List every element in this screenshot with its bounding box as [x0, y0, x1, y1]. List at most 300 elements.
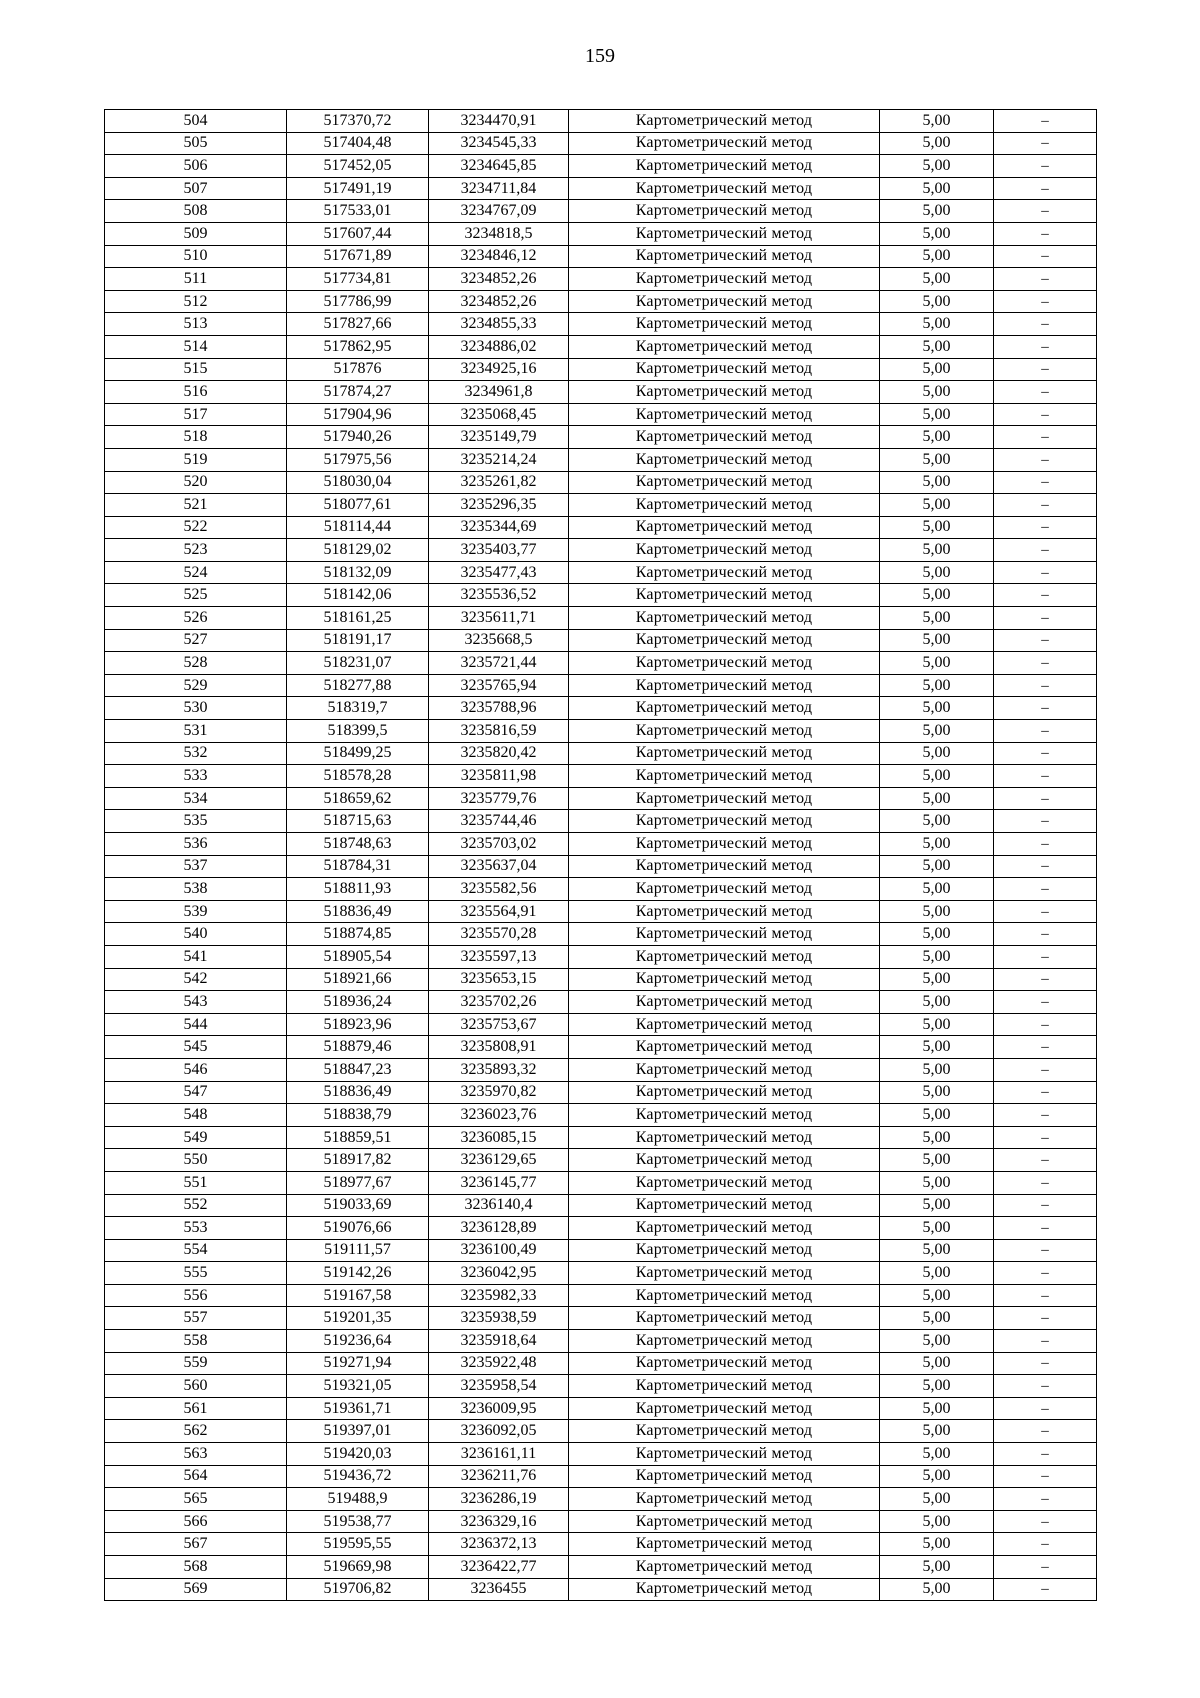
x-coordinate-cell: 518231,07	[287, 652, 429, 675]
x-coordinate-cell: 519436,72	[287, 1465, 429, 1488]
x-coordinate-cell: 517975,56	[287, 448, 429, 471]
method-cell: Картометрический метод	[569, 1510, 880, 1533]
x-coordinate-cell: 518077,61	[287, 494, 429, 517]
y-coordinate-cell: 3235918,64	[429, 1330, 569, 1353]
table-row	[105, 1126, 1097, 1149]
method-cell: Картометрический метод	[569, 358, 880, 381]
x-coordinate-cell: 519142,26	[287, 1262, 429, 1285]
x-coordinate-cell: 518836,49	[287, 1081, 429, 1104]
x-coordinate-cell: 518399,5	[287, 720, 429, 743]
method-cell: Картометрический метод	[569, 1217, 880, 1240]
method-cell: Картометрический метод	[569, 991, 880, 1014]
point-number-cell: 552	[105, 1194, 287, 1217]
method-cell: Картометрический метод	[569, 516, 880, 539]
table-row	[105, 742, 1097, 765]
description-cell: –	[994, 584, 1097, 607]
y-coordinate-cell: 3236128,89	[429, 1217, 569, 1240]
method-cell: Картометрический метод	[569, 945, 880, 968]
x-coordinate-cell: 518836,49	[287, 900, 429, 923]
table-row	[105, 1578, 1097, 1601]
y-coordinate-cell: 3235296,35	[429, 494, 569, 517]
table-row	[105, 222, 1097, 245]
x-coordinate-cell: 517827,66	[287, 313, 429, 336]
point-number-cell: 537	[105, 855, 287, 878]
y-coordinate-cell: 3236422,77	[429, 1556, 569, 1579]
accuracy-cell: 5,00	[880, 403, 994, 426]
description-cell: –	[994, 1420, 1097, 1443]
accuracy-cell: 5,00	[880, 1556, 994, 1579]
accuracy-cell: 5,00	[880, 1488, 994, 1511]
point-number-cell: 526	[105, 607, 287, 630]
accuracy-cell: 5,00	[880, 313, 994, 336]
method-cell: Картометрический метод	[569, 1307, 880, 1330]
description-cell: –	[994, 110, 1097, 133]
table-row	[105, 945, 1097, 968]
x-coordinate-cell: 518838,79	[287, 1104, 429, 1127]
accuracy-cell: 5,00	[880, 1510, 994, 1533]
x-coordinate-cell: 518191,17	[287, 629, 429, 652]
point-number-cell: 507	[105, 177, 287, 200]
method-cell: Картометрический метод	[569, 1262, 880, 1285]
accuracy-cell: 5,00	[880, 652, 994, 675]
description-cell: –	[994, 968, 1097, 991]
method-cell: Картометрический метод	[569, 923, 880, 946]
x-coordinate-cell: 519669,98	[287, 1556, 429, 1579]
point-number-cell: 518	[105, 426, 287, 449]
table-row	[105, 177, 1097, 200]
description-cell: –	[994, 833, 1097, 856]
table-row	[105, 674, 1097, 697]
description-cell: –	[994, 1465, 1097, 1488]
description-cell: –	[994, 1013, 1097, 1036]
description-cell: –	[994, 1488, 1097, 1511]
description-cell: –	[994, 1217, 1097, 1240]
accuracy-cell: 5,00	[880, 290, 994, 313]
x-coordinate-cell: 519488,9	[287, 1488, 429, 1511]
x-coordinate-cell: 518917,82	[287, 1149, 429, 1172]
y-coordinate-cell: 3235958,54	[429, 1375, 569, 1398]
accuracy-cell: 5,00	[880, 1375, 994, 1398]
x-coordinate-cell: 517876	[287, 358, 429, 381]
x-coordinate-cell: 519397,01	[287, 1420, 429, 1443]
y-coordinate-cell: 3234961,8	[429, 381, 569, 404]
accuracy-cell: 5,00	[880, 132, 994, 155]
y-coordinate-cell: 3234545,33	[429, 132, 569, 155]
method-cell: Картометрический метод	[569, 1081, 880, 1104]
table-row	[105, 991, 1097, 1014]
x-coordinate-cell: 518921,66	[287, 968, 429, 991]
y-coordinate-cell: 3235653,15	[429, 968, 569, 991]
x-coordinate-cell: 518977,67	[287, 1171, 429, 1194]
table-row	[105, 1239, 1097, 1262]
description-cell: –	[994, 358, 1097, 381]
accuracy-cell: 5,00	[880, 1443, 994, 1466]
description-cell: –	[994, 1171, 1097, 1194]
x-coordinate-cell: 517904,96	[287, 403, 429, 426]
x-coordinate-cell: 518161,25	[287, 607, 429, 630]
table-row	[105, 155, 1097, 178]
table-row	[105, 494, 1097, 517]
accuracy-cell: 5,00	[880, 1126, 994, 1149]
accuracy-cell: 5,00	[880, 1194, 994, 1217]
table-row	[105, 1104, 1097, 1127]
accuracy-cell: 5,00	[880, 1171, 994, 1194]
description-cell: –	[994, 1307, 1097, 1330]
description-cell: –	[994, 1036, 1097, 1059]
point-number-cell: 504	[105, 110, 287, 133]
table-row	[105, 878, 1097, 901]
table-row	[105, 516, 1097, 539]
point-number-cell: 536	[105, 833, 287, 856]
table-row	[105, 810, 1097, 833]
method-cell: Картометрический метод	[569, 1013, 880, 1036]
x-coordinate-cell: 518847,23	[287, 1058, 429, 1081]
description-cell: –	[994, 155, 1097, 178]
table-row	[105, 1013, 1097, 1036]
method-cell: Картометрический метод	[569, 539, 880, 562]
description-cell: –	[994, 1375, 1097, 1398]
x-coordinate-cell: 518499,25	[287, 742, 429, 765]
page-number: 159	[585, 45, 615, 67]
point-number-cell: 538	[105, 878, 287, 901]
method-cell: Картометрический метод	[569, 1420, 880, 1443]
table-row	[105, 1307, 1097, 1330]
method-cell: Картометрический метод	[569, 1533, 880, 1556]
table-row	[105, 313, 1097, 336]
point-number-cell: 532	[105, 742, 287, 765]
y-coordinate-cell: 3236140,4	[429, 1194, 569, 1217]
x-coordinate-cell: 518030,04	[287, 471, 429, 494]
description-cell: –	[994, 561, 1097, 584]
table-row	[105, 1036, 1097, 1059]
point-number-cell: 534	[105, 787, 287, 810]
y-coordinate-cell: 3235703,02	[429, 833, 569, 856]
table-row	[105, 539, 1097, 562]
y-coordinate-cell: 3234711,84	[429, 177, 569, 200]
point-number-cell: 564	[105, 1465, 287, 1488]
accuracy-cell: 5,00	[880, 110, 994, 133]
method-cell: Картометрический метод	[569, 1149, 880, 1172]
y-coordinate-cell: 3234470,91	[429, 110, 569, 133]
table-row	[105, 1081, 1097, 1104]
method-cell: Картометрический метод	[569, 629, 880, 652]
x-coordinate-cell: 517491,19	[287, 177, 429, 200]
y-coordinate-cell: 3235753,67	[429, 1013, 569, 1036]
point-number-cell: 543	[105, 991, 287, 1014]
x-coordinate-cell: 517786,99	[287, 290, 429, 313]
description-cell: –	[994, 1194, 1097, 1217]
point-number-cell: 533	[105, 765, 287, 788]
point-number-cell: 525	[105, 584, 287, 607]
accuracy-cell: 5,00	[880, 1420, 994, 1443]
description-cell: –	[994, 1578, 1097, 1601]
table-row	[105, 607, 1097, 630]
point-number-cell: 514	[105, 335, 287, 358]
point-number-cell: 530	[105, 697, 287, 720]
accuracy-cell: 5,00	[880, 878, 994, 901]
accuracy-cell: 5,00	[880, 810, 994, 833]
description-cell: –	[994, 810, 1097, 833]
description-cell: –	[994, 1443, 1097, 1466]
point-number-cell: 524	[105, 561, 287, 584]
y-coordinate-cell: 3235261,82	[429, 471, 569, 494]
method-cell: Картометрический метод	[569, 1194, 880, 1217]
method-cell: Картометрический метод	[569, 1058, 880, 1081]
table-row	[105, 290, 1097, 313]
y-coordinate-cell: 3235779,76	[429, 787, 569, 810]
method-cell: Картометрический метод	[569, 1578, 880, 1601]
y-coordinate-cell: 3235403,77	[429, 539, 569, 562]
method-cell: Картометрический метод	[569, 855, 880, 878]
x-coordinate-cell: 518129,02	[287, 539, 429, 562]
method-cell: Картометрический метод	[569, 697, 880, 720]
table-row	[105, 855, 1097, 878]
accuracy-cell: 5,00	[880, 516, 994, 539]
accuracy-cell: 5,00	[880, 1465, 994, 1488]
description-cell: –	[994, 448, 1097, 471]
point-number-cell: 549	[105, 1126, 287, 1149]
accuracy-cell: 5,00	[880, 381, 994, 404]
description-cell: –	[994, 900, 1097, 923]
x-coordinate-cell: 518905,54	[287, 945, 429, 968]
y-coordinate-cell: 3234767,09	[429, 200, 569, 223]
accuracy-cell: 5,00	[880, 1081, 994, 1104]
table-row	[105, 1556, 1097, 1579]
y-coordinate-cell: 3236023,76	[429, 1104, 569, 1127]
accuracy-cell: 5,00	[880, 787, 994, 810]
x-coordinate-cell: 518578,28	[287, 765, 429, 788]
point-number-cell: 535	[105, 810, 287, 833]
method-cell: Картометрический метод	[569, 403, 880, 426]
y-coordinate-cell: 3234645,85	[429, 155, 569, 178]
table-row	[105, 381, 1097, 404]
table-row	[105, 132, 1097, 155]
table-row	[105, 1217, 1097, 1240]
y-coordinate-cell: 3236092,05	[429, 1420, 569, 1443]
table-row	[105, 1149, 1097, 1172]
point-number-cell: 550	[105, 1149, 287, 1172]
method-cell: Картометрический метод	[569, 1330, 880, 1353]
accuracy-cell: 5,00	[880, 1330, 994, 1353]
y-coordinate-cell: 3235765,94	[429, 674, 569, 697]
x-coordinate-cell: 518923,96	[287, 1013, 429, 1036]
accuracy-cell: 5,00	[880, 1262, 994, 1285]
description-cell: –	[994, 742, 1097, 765]
y-coordinate-cell: 3235744,46	[429, 810, 569, 833]
x-coordinate-cell: 518859,51	[287, 1126, 429, 1149]
description-cell: –	[994, 1510, 1097, 1533]
table-row	[105, 1352, 1097, 1375]
point-number-cell: 527	[105, 629, 287, 652]
table-row	[105, 1284, 1097, 1307]
method-cell: Картометрический метод	[569, 810, 880, 833]
description-cell: –	[994, 697, 1097, 720]
description-cell: –	[994, 132, 1097, 155]
accuracy-cell: 5,00	[880, 268, 994, 291]
accuracy-cell: 5,00	[880, 720, 994, 743]
description-cell: –	[994, 1533, 1097, 1556]
accuracy-cell: 5,00	[880, 426, 994, 449]
point-number-cell: 509	[105, 222, 287, 245]
table-row	[105, 1058, 1097, 1081]
x-coordinate-cell: 518874,85	[287, 923, 429, 946]
description-cell: –	[994, 313, 1097, 336]
y-coordinate-cell: 3235214,24	[429, 448, 569, 471]
y-coordinate-cell: 3236161,11	[429, 1443, 569, 1466]
description-cell: –	[994, 381, 1097, 404]
method-cell: Картометрический метод	[569, 494, 880, 517]
y-coordinate-cell: 3236009,95	[429, 1397, 569, 1420]
coordinates-table	[104, 109, 1097, 1601]
x-coordinate-cell: 517533,01	[287, 200, 429, 223]
accuracy-cell: 5,00	[880, 448, 994, 471]
method-cell: Картометрический метод	[569, 448, 880, 471]
point-number-cell: 542	[105, 968, 287, 991]
y-coordinate-cell: 3235970,82	[429, 1081, 569, 1104]
table-row	[105, 245, 1097, 268]
method-cell: Картометрический метод	[569, 268, 880, 291]
y-coordinate-cell: 3235570,28	[429, 923, 569, 946]
accuracy-cell: 5,00	[880, 1307, 994, 1330]
method-cell: Картометрический метод	[569, 833, 880, 856]
accuracy-cell: 5,00	[880, 1217, 994, 1240]
table-row	[105, 471, 1097, 494]
y-coordinate-cell: 3236129,65	[429, 1149, 569, 1172]
method-cell: Картометрический метод	[569, 290, 880, 313]
point-number-cell: 505	[105, 132, 287, 155]
point-number-cell: 557	[105, 1307, 287, 1330]
y-coordinate-cell: 3235344,69	[429, 516, 569, 539]
y-coordinate-cell: 3235068,45	[429, 403, 569, 426]
method-cell: Картометрический метод	[569, 1104, 880, 1127]
description-cell: –	[994, 1556, 1097, 1579]
description-cell: –	[994, 516, 1097, 539]
y-coordinate-cell: 3236042,95	[429, 1262, 569, 1285]
point-number-cell: 559	[105, 1352, 287, 1375]
y-coordinate-cell: 3235149,79	[429, 426, 569, 449]
accuracy-cell: 5,00	[880, 607, 994, 630]
method-cell: Картометрический метод	[569, 674, 880, 697]
accuracy-cell: 5,00	[880, 245, 994, 268]
description-cell: –	[994, 652, 1097, 675]
description-cell: –	[994, 1352, 1097, 1375]
y-coordinate-cell: 3235668,5	[429, 629, 569, 652]
y-coordinate-cell: 3235938,59	[429, 1307, 569, 1330]
method-cell: Картометрический метод	[569, 177, 880, 200]
description-cell: –	[994, 878, 1097, 901]
point-number-cell: 519	[105, 448, 287, 471]
table-row	[105, 1533, 1097, 1556]
x-coordinate-cell: 519706,82	[287, 1578, 429, 1601]
accuracy-cell: 5,00	[880, 991, 994, 1014]
accuracy-cell: 5,00	[880, 1239, 994, 1262]
point-number-cell: 528	[105, 652, 287, 675]
x-coordinate-cell: 519321,05	[287, 1375, 429, 1398]
table-row	[105, 900, 1097, 923]
accuracy-cell: 5,00	[880, 1013, 994, 1036]
description-cell: –	[994, 607, 1097, 630]
description-cell: –	[994, 1239, 1097, 1262]
point-number-cell: 531	[105, 720, 287, 743]
y-coordinate-cell: 3235611,71	[429, 607, 569, 630]
description-cell: –	[994, 855, 1097, 878]
description-cell: –	[994, 1058, 1097, 1081]
method-cell: Картометрический метод	[569, 1284, 880, 1307]
accuracy-cell: 5,00	[880, 674, 994, 697]
x-coordinate-cell: 519538,77	[287, 1510, 429, 1533]
description-cell: –	[994, 945, 1097, 968]
point-number-cell: 554	[105, 1239, 287, 1262]
table-row	[105, 426, 1097, 449]
method-cell: Картометрический метод	[569, 765, 880, 788]
accuracy-cell: 5,00	[880, 494, 994, 517]
x-coordinate-cell: 519595,55	[287, 1533, 429, 1556]
point-number-cell: 522	[105, 516, 287, 539]
point-number-cell: 545	[105, 1036, 287, 1059]
method-cell: Картометрический метод	[569, 1036, 880, 1059]
point-number-cell: 565	[105, 1488, 287, 1511]
point-number-cell: 546	[105, 1058, 287, 1081]
point-number-cell: 540	[105, 923, 287, 946]
accuracy-cell: 5,00	[880, 968, 994, 991]
method-cell: Картометрический метод	[569, 1443, 880, 1466]
y-coordinate-cell: 3235637,04	[429, 855, 569, 878]
x-coordinate-cell: 518114,44	[287, 516, 429, 539]
table-row	[105, 1420, 1097, 1443]
method-cell: Картометрический метод	[569, 561, 880, 584]
x-coordinate-cell: 517862,95	[287, 335, 429, 358]
point-number-cell: 560	[105, 1375, 287, 1398]
accuracy-cell: 5,00	[880, 900, 994, 923]
description-cell: –	[994, 1284, 1097, 1307]
x-coordinate-cell: 518277,88	[287, 674, 429, 697]
table-row	[105, 923, 1097, 946]
y-coordinate-cell: 3234852,26	[429, 290, 569, 313]
accuracy-cell: 5,00	[880, 1284, 994, 1307]
accuracy-cell: 5,00	[880, 855, 994, 878]
x-coordinate-cell: 519236,64	[287, 1330, 429, 1353]
point-number-cell: 516	[105, 381, 287, 404]
y-coordinate-cell: 3235582,56	[429, 878, 569, 901]
y-coordinate-cell: 3236085,15	[429, 1126, 569, 1149]
point-number-cell: 568	[105, 1556, 287, 1579]
description-cell: –	[994, 426, 1097, 449]
point-number-cell: 562	[105, 1420, 287, 1443]
y-coordinate-cell: 3234846,12	[429, 245, 569, 268]
x-coordinate-cell: 517404,48	[287, 132, 429, 155]
point-number-cell: 567	[105, 1533, 287, 1556]
x-coordinate-cell: 519111,57	[287, 1239, 429, 1262]
description-cell: –	[994, 787, 1097, 810]
method-cell: Картометрический метод	[569, 1397, 880, 1420]
method-cell: Картометрический метод	[569, 313, 880, 336]
point-number-cell: 512	[105, 290, 287, 313]
x-coordinate-cell: 517671,89	[287, 245, 429, 268]
x-coordinate-cell: 519167,58	[287, 1284, 429, 1307]
accuracy-cell: 5,00	[880, 1036, 994, 1059]
x-coordinate-cell: 518132,09	[287, 561, 429, 584]
method-cell: Картометрический метод	[569, 245, 880, 268]
accuracy-cell: 5,00	[880, 561, 994, 584]
method-cell: Картометрический метод	[569, 1488, 880, 1511]
description-cell: –	[994, 245, 1097, 268]
y-coordinate-cell: 3236145,77	[429, 1171, 569, 1194]
x-coordinate-cell: 518659,62	[287, 787, 429, 810]
description-cell: –	[994, 1126, 1097, 1149]
description-cell: –	[994, 494, 1097, 517]
accuracy-cell: 5,00	[880, 697, 994, 720]
description-cell: –	[994, 923, 1097, 946]
